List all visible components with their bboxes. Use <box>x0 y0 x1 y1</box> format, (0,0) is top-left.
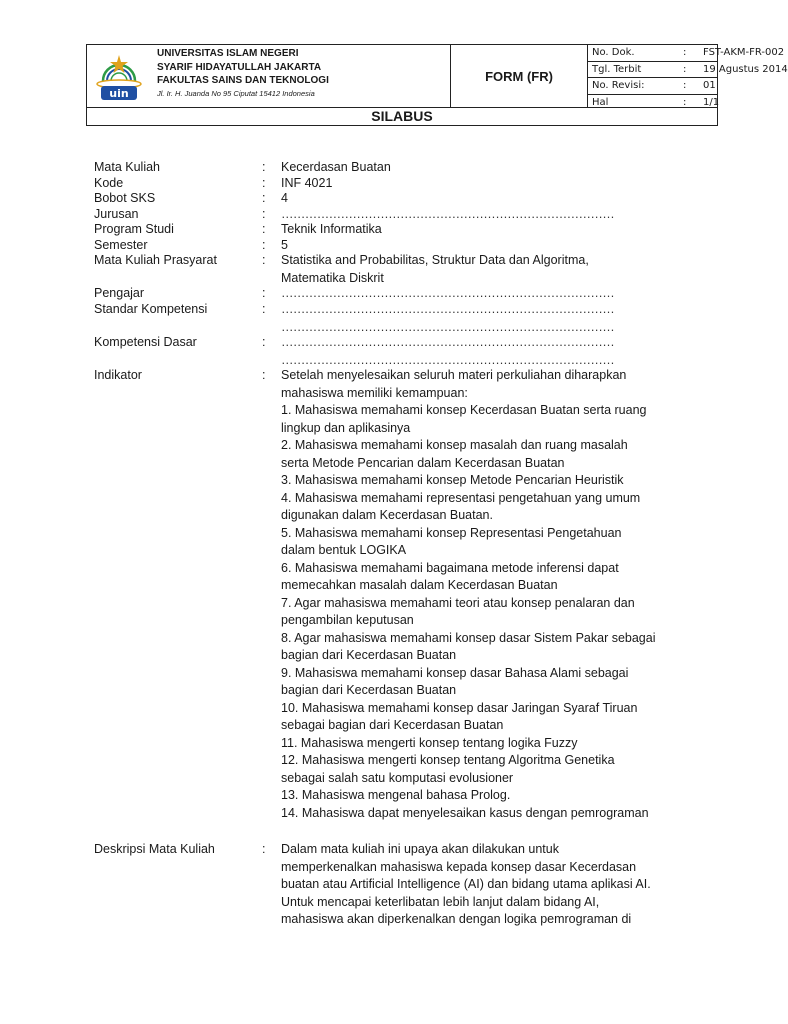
field-value <box>281 252 709 287</box>
doc-info-row <box>587 77 717 94</box>
field-value-line: Untuk mencapai keterlibatan lebih lanjut dalam bidang AI, <box>281 894 600 909</box>
field-value-line: 6. Mahasiswa memahami bagaimana metode inferensi dapat <box>281 560 619 575</box>
field-colon: : <box>262 302 266 316</box>
field-colon: : <box>262 368 266 382</box>
placeholder-dots: ………………………………………………………………………… <box>281 335 615 349</box>
doc-info-row <box>587 61 788 78</box>
institution-name: SYARIF HIDAYATULLAH JAKARTA <box>157 61 322 73</box>
field-label: Pengajar <box>94 286 145 300</box>
faculty-name: FAKULTAS SAINS DAN TEKNOLOGI <box>157 75 329 86</box>
field-value-line: serta Metode Pencarian dalam Kecerdasan Buatan <box>281 455 565 470</box>
field-colon: : <box>262 286 266 300</box>
field-value-line: bagian dari Kecerdasan Buatan <box>281 683 457 697</box>
field-value <box>281 285 709 303</box>
field-value-line: 4. Mahasiswa memahami representasi pengetahuan yang umum <box>281 490 641 505</box>
field-value-line: 11. Mahasiswa mengerti konsep tentang logika Fuzzy <box>281 735 578 750</box>
field-value-line: 3. Mahasiswa memahami konsep Metode Pencarian Heuristik <box>281 473 624 487</box>
doc-info-colon: : <box>683 80 687 91</box>
field-value-line: digunakan dalam Kecerdasan Buatan. <box>281 508 493 522</box>
institution-block <box>157 47 447 99</box>
field-label: Mata Kuliah Prasyarat <box>94 253 217 267</box>
field-value-line: 7. Agar mahasiswa memahami teori atau konsep penalaran dan <box>281 595 635 610</box>
field-value-line: sebagai salah satu komputasi evolusioner <box>281 770 514 785</box>
field-value-line: 2. Mahasiswa memahami konsep masalah dan ruang masalah <box>281 438 628 452</box>
field-value-line: dalam bentuk LOGIKA <box>281 543 407 557</box>
form-label: FORM (FR) <box>450 45 588 107</box>
field-label: Deskripsi Mata Kuliah <box>94 842 215 856</box>
field-value <box>281 159 709 177</box>
doc-info-value: FST-AKM-FR-002 <box>703 47 785 58</box>
field-value-line: 5. Mahasiswa memahami konsep Representasi Pengetahuan <box>281 525 622 540</box>
field-colon: : <box>262 176 266 190</box>
field-value <box>281 221 709 239</box>
field-value-line: Dalam mata kuliah ini upaya akan dilakukan untuk <box>281 842 559 856</box>
field-label: Kode <box>94 176 124 190</box>
field-value-line: Kecerdasan Buatan <box>281 160 391 174</box>
field-value <box>281 301 709 336</box>
placeholder-dots: ………………………………………………………………………… <box>281 319 615 334</box>
uin-logo-icon <box>93 51 145 103</box>
field-value-line: 10. Mahasiswa memahami konsep dasar Jaringan Syaraf Tiruan <box>281 700 638 715</box>
doc-info-label: No. Dok. <box>592 47 635 58</box>
doc-info-colon: : <box>683 63 687 75</box>
field-value-line: 12. Mahasiswa mengerti konsep tentang Algoritma Genetika <box>281 753 615 767</box>
field-value-line: 4 <box>281 191 288 205</box>
field-label: Kompetensi Dasar <box>94 335 197 349</box>
field-value-line: bagian dari Kecerdasan Buatan <box>281 648 457 662</box>
placeholder-dots: ………………………………………………………………………… <box>281 352 615 367</box>
field-colon: : <box>262 335 266 349</box>
field-value-line: mahasiswa memiliki kemampuan: <box>281 385 468 400</box>
doc-info-value: 1/1 <box>703 96 720 108</box>
doc-info-label: Tgl. Terbit <box>592 63 642 75</box>
doc-info-value: 19 Agustus 2014 <box>703 63 788 75</box>
field-value-line: lingkup dan aplikasinya <box>281 420 411 435</box>
field-colon: : <box>262 191 266 205</box>
field-value-line: 5 <box>281 238 288 252</box>
field-value-line: buatan atau Artificial Intelligence (AI) dan bidang utama aplikasi AI. <box>281 877 651 891</box>
placeholder-dots: ………………………………………………………………………… <box>281 302 615 316</box>
document-info-table <box>587 45 788 110</box>
field-value-line: Setelah menyelesaikan seluruh materi perkuliahan diharapkan <box>281 368 627 382</box>
doc-info-row <box>587 45 785 61</box>
field-label: Indikator <box>94 368 142 382</box>
field-label: Mata Kuliah <box>94 160 161 174</box>
field-colon: : <box>262 238 266 252</box>
field-colon: : <box>262 253 266 267</box>
doc-info-colon: : <box>683 96 687 108</box>
doc-info-colon: : <box>683 47 687 58</box>
field-value-line: memperkenalkan mahasiswa kepada konsep dasar Kecerdasan <box>281 859 637 874</box>
field-value <box>281 841 709 929</box>
field-label: Semester <box>94 238 148 252</box>
document-title: SILABUS <box>371 108 433 124</box>
header-top-row <box>87 45 788 108</box>
field-value <box>281 190 709 208</box>
field-value-line: 8. Agar mahasiswa memahami konsep dasar Sistem Pakar sebagai <box>281 630 656 645</box>
institution-name: UNIVERSITAS ISLAM NEGERI <box>157 48 299 59</box>
placeholder-dots: ………………………………………………………………………… <box>281 286 615 300</box>
field-value-line: 9. Mahasiswa memahami konsep dasar Bahasa Alami sebagai <box>281 665 629 680</box>
field-label: Bobot SKS <box>94 191 156 205</box>
field-value-line: 14. Mahasiswa dapat menyelesaikan kasus dengan pemrograman <box>281 805 649 820</box>
field-value-line: mahasiswa akan diperkenalkan dengan logika pemrograman di <box>281 912 632 926</box>
document-header <box>86 44 788 126</box>
field-colon: : <box>262 222 266 236</box>
field-colon: : <box>262 160 266 174</box>
field-colon: : <box>262 842 266 856</box>
field-value-line: 1. Mahasiswa memahami konsep Kecerdasan Buatan serta ruang <box>281 403 647 417</box>
field-label: Jurusan <box>94 207 139 221</box>
field-value-line: memecahkan masalah dalam Kecerdasan Buatan <box>281 578 558 592</box>
field-value-line: Matematika Diskrit <box>281 270 384 285</box>
field-value-line: INF 4021 <box>281 176 333 190</box>
field-value-line: pengambilan keputusan <box>281 613 414 627</box>
placeholder-dots: ………………………………………………………………………… <box>281 207 615 221</box>
field-label: Program Studi <box>94 222 174 236</box>
doc-info-value: 01 <box>703 80 716 91</box>
field-value <box>281 367 709 822</box>
field-value-line: sebagai bagian dari Kecerdasan Buatan <box>281 718 504 732</box>
doc-info-label: No. Revisi: <box>592 80 645 91</box>
field-value-line: Teknik Informatika <box>281 222 382 236</box>
field-value-line: Statistika and Probabilitas, Struktur Data dan Algoritma, <box>281 253 589 267</box>
field-value-line: 13. Mahasiswa mengenal bahasa Prolog. <box>281 788 511 802</box>
field-colon: : <box>262 207 266 221</box>
doc-info-label: Hal <box>592 96 609 108</box>
uin-logo <box>93 51 145 103</box>
field-label: Standar Kompetensi <box>94 302 208 316</box>
svg-text:uin: uin <box>109 87 129 100</box>
institution-address: Jl. Ir. H. Juanda No 95 Ciputat 15412 Indonesia <box>157 88 315 98</box>
field-value <box>281 334 709 369</box>
